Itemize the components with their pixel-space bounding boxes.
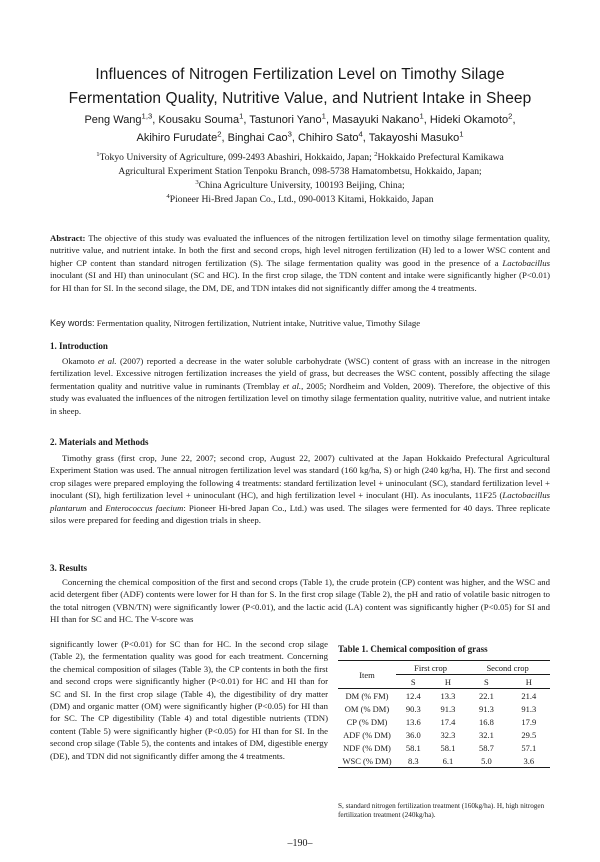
results-paragraph-full: Concerning the chemical composition of the first and second crops (Table 1), the crude protein (CP) content was higher, and the WSC and acid detergent fiber (ADF) contents were lower for H than for S. In the first crop silage (Table 2), the pH and ratio of volatile basic nitrogen to the total nitrogen (VBN/TN) were significantly lower (P<0.01), and the lactic acid (LA) content was significantly higher (P<0.05) for SI and HI than for SC and HC. The V-score was — [50, 577, 550, 625]
page-number: –190– — [287, 838, 313, 849]
paper-title-line-1: Influences of Nitrogen Fertilization Level on Timothy Silage — [95, 66, 505, 83]
introduction-paragraph: Okamoto et al. (2007) reported a decrease in the water soluble carbohydrate (WSC) content of grass with an increase in the nitrogen fertilization level. Excessive nitrogen fertilization increases the yield of grass, but decreases the WSC content, possibly affecting the silage fermentation quality and nutritive value in ruminants (Tremblay et al., 2005; Nordheim and Volden, 2009). Therefore, the objective of this study was evaluated the influences of the nitrogen fertilization level on timothy silage fermentation quality, nutritive value, and nutrient intake in sheep. — [50, 356, 550, 416]
abstract: Abstract: The objective of this study was evaluated the influences of the nitrogen fertilization level on timothy silage fermentation quality, nutritive value, and nutrient intake. In both the first and second crops, high level nitrogen fertilization (H) led to a lower WSC content and higher CP content than standard nitrogen fertilization (S). The silage fermentation quality was good in the presence of a Lactobacillus inoculant (SI and HI) than uninoculant (SC and HC). In the first crop silage, the TDN content and intake were significantly higher (P<0.01) for HI than for SI. In the second silage, the DM, DE, and TDN intakes did not significantly differ among the 4 treatments. — [50, 233, 550, 293]
section-heading-methods: 2. Materials and Methods — [50, 437, 149, 447]
methods-paragraph: Timothy grass (first crop, June 22, 2007; second crop, August 22, 2007) cultivated at the Japan Hokkaido Prefectural Agricultural Experiment Station was used. The annual nitrogen fertilization level was standard (160 kg/ha, S) or high (240 kg/ha, H). The first and second crop silages were prepared employing the following 4 treatments: standard fertilization level + uninoculant (SC), standard fertilization level + inoculant (SI), high fertilization level + uninoculant (HC), and high fertilization level + inoculant (HI). As inoculants, 11F25 (Lactobacillus plantarum and Enterococcus faecium: Pioneer Hi-bred Japan Co., Ltd.) was used. The silages were fermented for 40 days. Three replicate silos were prepared for feeding and digestion trials in sheep. — [50, 453, 550, 526]
affiliation-line-1: $^1$Tokyo University of Agriculture, 099-2493 Abashiri, Hokkaido, Japan; $^2$Hokkaido Prefectural Kamikawa — [96, 150, 504, 163]
table-subheader: S — [484, 676, 489, 687]
table-subheader: H — [525, 676, 532, 687]
table-header-first-crop: First crop — [396, 661, 465, 675]
author-name: Masayuki Nakano — [332, 114, 420, 126]
author-name: Tastunori Yano — [249, 114, 322, 126]
author-name: Akihiro Furudate — [136, 132, 218, 144]
affiliation-line-3: $^3$China Agriculture University, 100193 Beijing, China; — [195, 178, 405, 191]
affiliation-line-2: Agricultural Experiment Station Tenpoku Branch, 098-5738 Hamatombetsu, Hokkaido, Japan; — [118, 166, 482, 177]
table-row: WSC (% DM) 8.3 6.1 5.0 3.6 — [338, 754, 550, 768]
author-name: Hideki Okamoto — [429, 114, 509, 126]
table-row: OM (% DM) 90.3 91.3 91.3 91.3 — [344, 703, 537, 714]
table-row: ADF (% DM) 36.0 32.3 32.1 29.5 — [343, 729, 537, 740]
author-name: Peng Wang — [84, 114, 142, 126]
author-name: Chihiro Sato — [297, 132, 359, 144]
keywords-label: Key words: — [50, 318, 95, 328]
table-header-item: Item — [338, 661, 396, 689]
table-header-second-crop: Second crop — [465, 661, 550, 675]
paper-title-line-2: Fermentation Quality, Nutritive Value, and Nutrient Intake in Sheep — [68, 90, 532, 107]
table-subheader: S — [410, 676, 416, 687]
affiliation-line-4: $^4$Pioneer Hi-Bred Japan Co., Ltd., 090-0013 Kitami, Hokkaido, Japan — [166, 192, 434, 205]
author-list-line-1: Peng Wang$^{1,3}$, Kousaku Souma$^1$, Tastunori Yano$^1$, Masayuki Nakano$^1$, Hideki Okamoto$^2$, — [84, 111, 516, 126]
author-name: Binghai Cao — [227, 132, 288, 144]
table-1 — [338, 660, 550, 768]
section-heading-introduction: 1. Introduction — [50, 341, 108, 351]
table-subheader: H — [444, 676, 451, 687]
author-list-line-2: Akihiro Furudate$^2$, Binghai Cao$^3$, Chihiro Sato$^4$, Takayoshi Masuko$^1$ — [136, 129, 464, 144]
author-name: Takayoshi Masuko — [368, 132, 460, 144]
table-row: CP (% DM) 13.6 17.4 16.8 17.9 — [346, 716, 537, 727]
abstract-label: Abstract: — [50, 233, 86, 243]
table-row: NDF (% DM) 58.1 58.1 58.7 57.1 — [343, 742, 537, 753]
author-name: Kousaku Souma — [158, 114, 240, 126]
table-row: DM (% FM) 12.4 13.3 22.1 21.4 — [345, 690, 537, 701]
keywords: Key words: Fermentation quality, Nitrogen fertilization, Nutrient intake, Nutritive value, Timothy Silage — [50, 318, 421, 328]
section-heading-results: 3. Results — [50, 563, 88, 573]
results-paragraph-column: significantly lower (P<0.01) for SC than for HC. In the second crop silage (Table 2), the fermentation quality was good for each treatment. Concerning the chemical composition of silages (Table 3), the CP contents in both the first and second crops were significantly higher (P<0.01) for HC and HI than for SC and SI. In the first crop silage (Table 4), the digestibility of dry matter (DM) and organic matter (OM) were significantly higher (P<0.05) for HI than for SC. The CP digestibility (Table 4) and total digestible nutrients (TDN) content (Table 5) were significantly higher (P<0.05) for HI than for SI. In the second crop silage (Table 5), the contents and intakes of DM, digestible energy (DE), and TDN did not significantly differ among the 4 treatments. — [50, 639, 328, 761]
table-1-footnote: S, standard nitrogen fertilization treatment (160kg/ha). H, high nitrogen fertilization treatment (240kg/ha). — [338, 802, 545, 819]
table-1-title: Table 1. Chemical composition of grass — [338, 644, 488, 654]
